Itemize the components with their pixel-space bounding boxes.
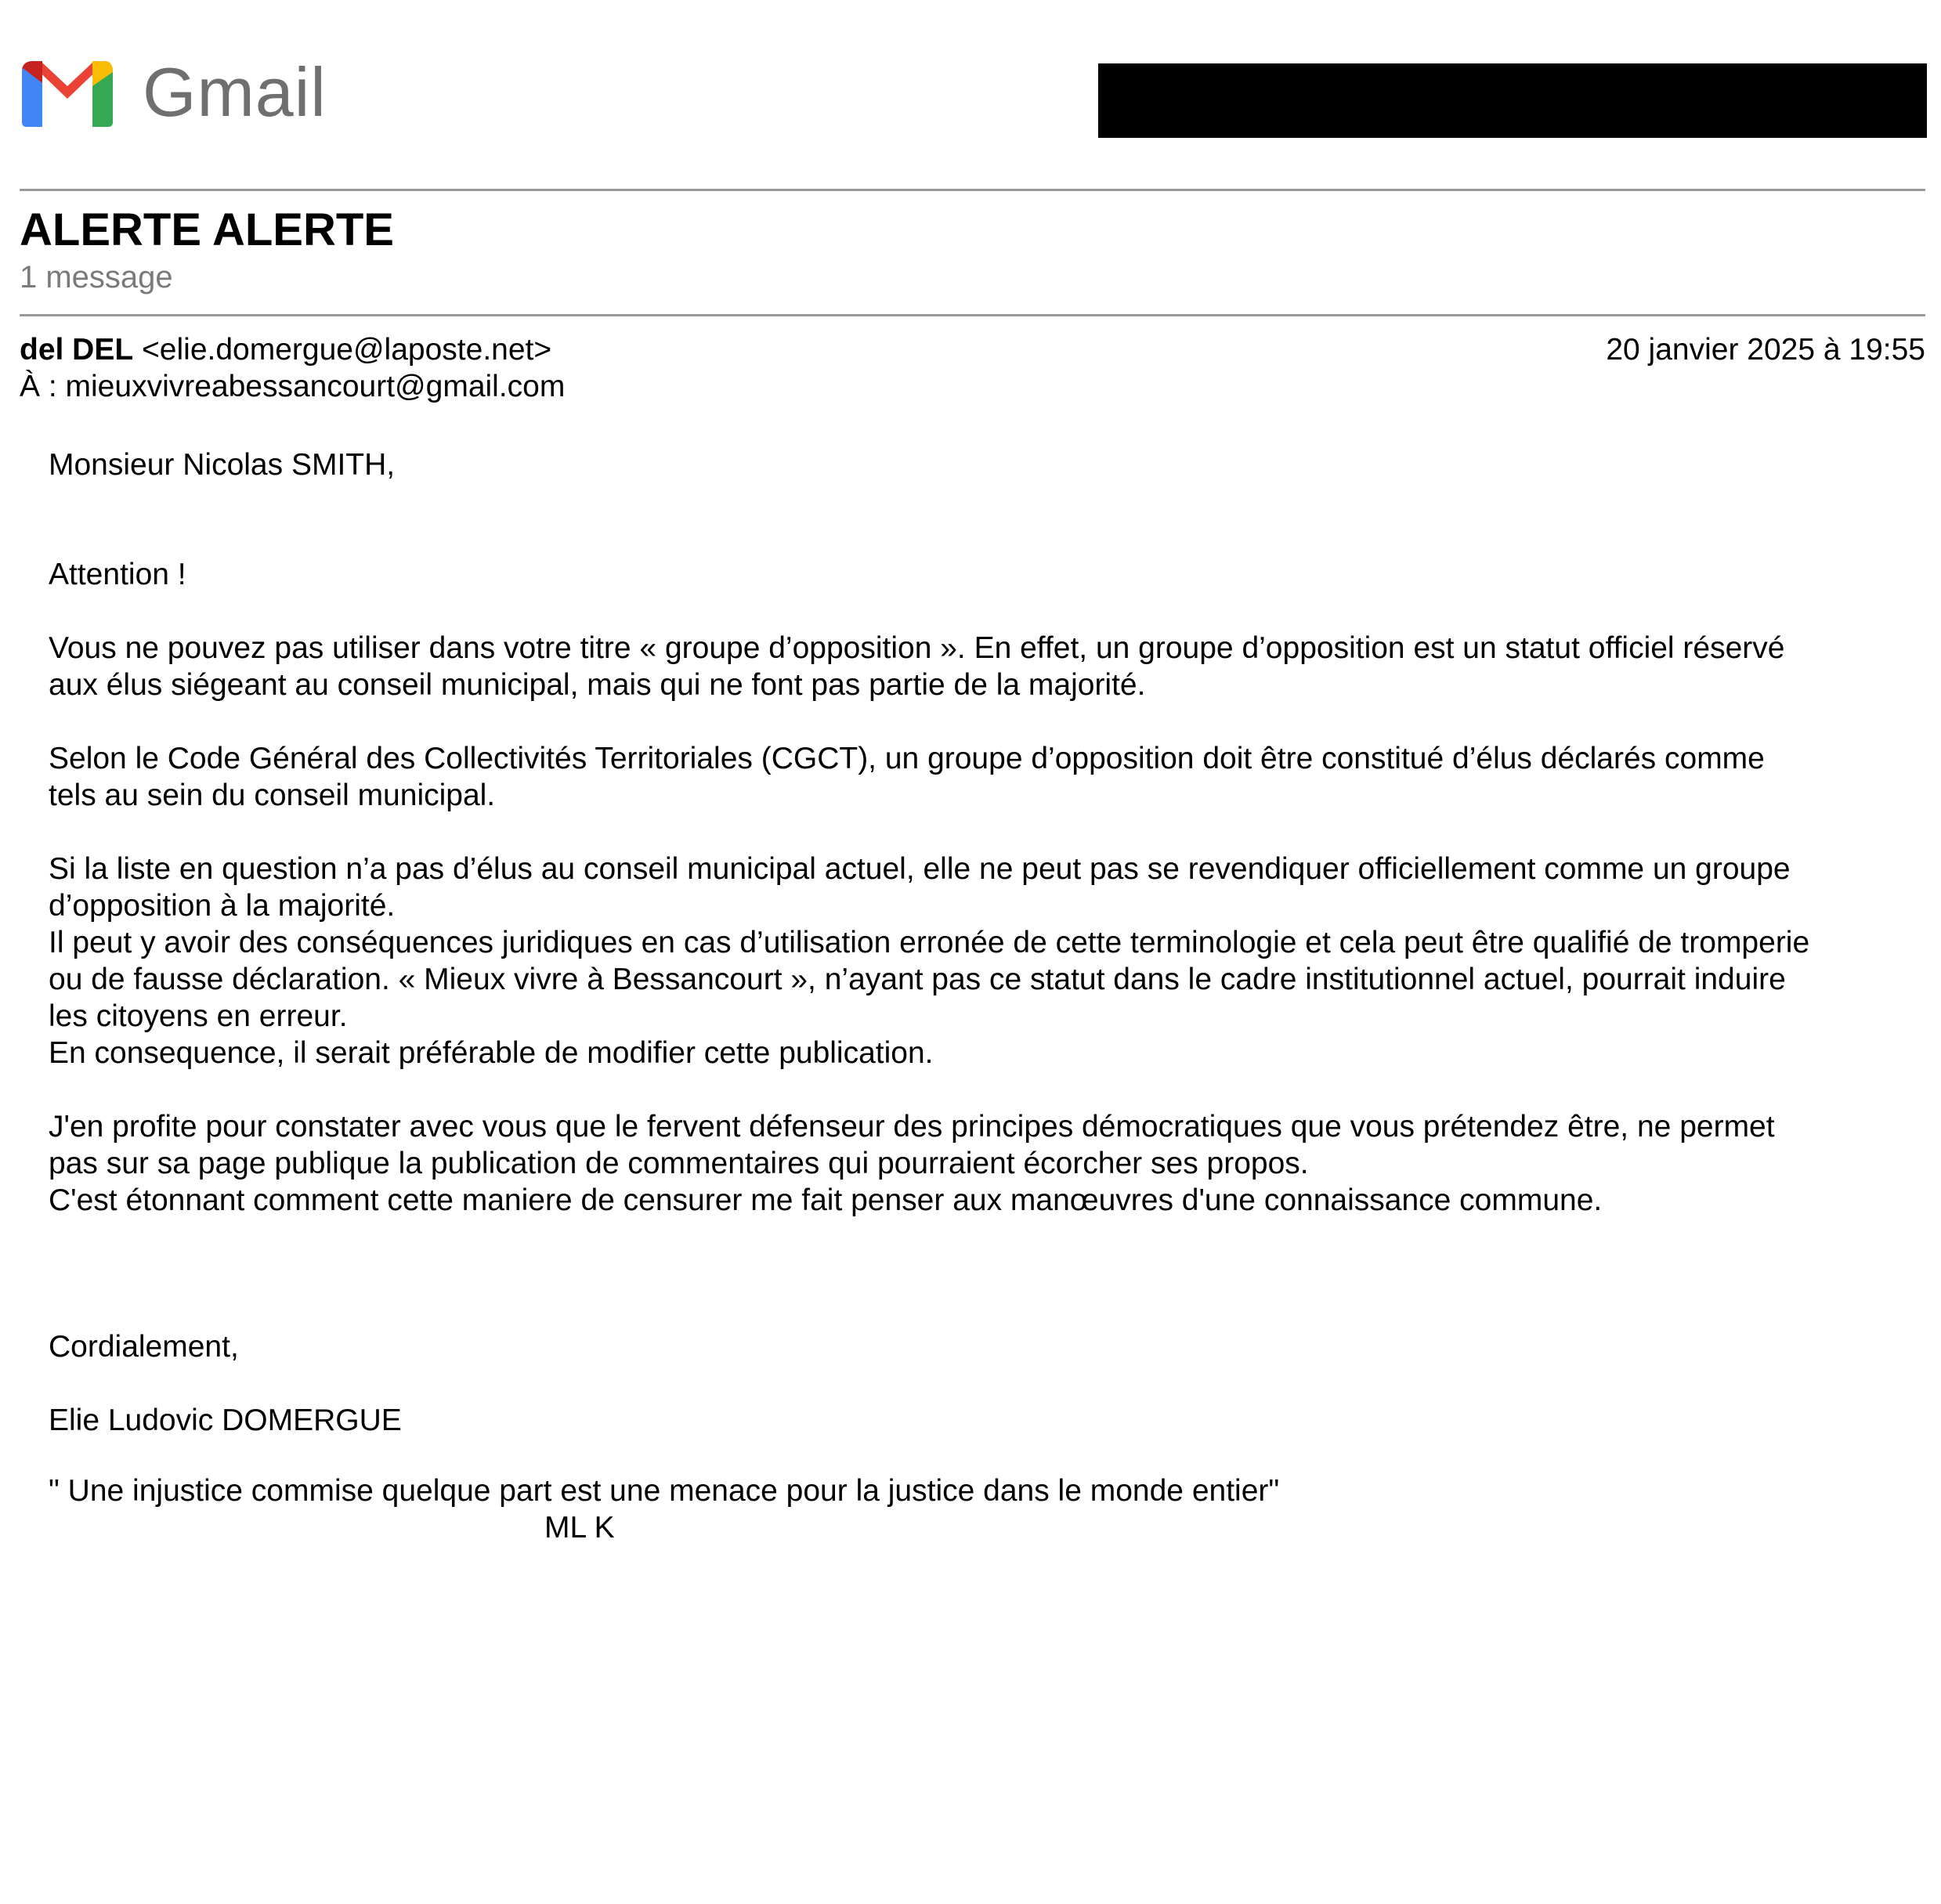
paragraph-line: les citoyens en erreur. xyxy=(49,999,348,1033)
gmail-wordmark: Gmail xyxy=(143,53,327,131)
paragraph-line: ou de fausse déclaration. « Mieux vivre à Bessancourt », n’ayant pas ce statut dans le cadre institutionnel actuel, pourrait induire xyxy=(49,963,1786,996)
paragraph-line: C'est étonnant comment cette maniere de censurer me fait penser aux manœuvres d'une connaissance commune. xyxy=(49,1183,1603,1217)
sender-line xyxy=(20,332,551,369)
sender-email: <elie.domergue@laposte.net> xyxy=(142,333,552,367)
paragraph-line: pas sur sa page publique la publication de commentaires qui pourraient écorcher ses propos. xyxy=(49,1147,1309,1180)
to-label: À : xyxy=(20,370,57,403)
email-subject: ALERTE ALERTE xyxy=(20,204,394,255)
paragraph-line: En consequence, il serait préférable de modifier cette publication. xyxy=(49,1036,934,1070)
sender-name: del DEL xyxy=(20,333,134,367)
redacted-account-block xyxy=(1098,63,1927,138)
signature-quote: " Une injustice commise quelque part est une menace pour la justice dans le monde entier" xyxy=(49,1474,1280,1508)
paragraph-line: aux élus siégeant au conseil municipal, mais qui ne font pas partie de la majorité. xyxy=(49,668,1146,702)
paragraph-line: Vous ne pouvez pas utiliser dans votre titre « groupe d’opposition ». En effet, un groupe d’opposition est un statut officiel réservé xyxy=(49,631,1785,665)
paragraph-2 xyxy=(49,740,1928,814)
paragraph-4 xyxy=(49,1108,1928,1219)
gmail-m-icon xyxy=(19,55,116,130)
message-count: 1 message xyxy=(20,260,173,294)
gmail-logo xyxy=(19,53,327,132)
closing: Cordialement, xyxy=(49,1330,239,1364)
paragraph-line: tels au sein du conseil municipal. xyxy=(49,779,496,812)
greeting: Monsieur Nicolas SMITH, xyxy=(49,448,396,482)
paragraph-line: J'en profite pour constater avec vous que le fervent défenseur des principes démocratiques que vous prétendez être, ne permet xyxy=(49,1110,1775,1143)
message-date: 20 janvier 2025 à 19:55 xyxy=(1606,333,1925,367)
subject-divider xyxy=(20,314,1925,316)
quote-author: ML K xyxy=(544,1511,615,1545)
paragraph-line: Si la liste en question n’a pas d’élus au conseil municipal actuel, elle ne peut pas se revendiquer officiellement comme un groupe xyxy=(49,852,1791,886)
paragraph-line: d’opposition à la majorité. xyxy=(49,889,396,923)
recipient-line xyxy=(20,369,565,406)
paragraph-line: Selon le Code Général des Collectivités Territoriales (CGCT), un groupe d’opposition doit être constitué d’élus déclarés comme xyxy=(49,742,1765,775)
header-divider xyxy=(20,189,1925,191)
paragraph-line: Il peut y avoir des conséquences juridiques en cas d’utilisation erronée de cette terminologie et cela peut être qualifié de tromperie xyxy=(49,926,1810,959)
signature-name: Elie Ludovic DOMERGUE xyxy=(49,1404,402,1437)
paragraph-1 xyxy=(49,630,1928,703)
paragraph-3 xyxy=(49,851,1928,1071)
attention-line: Attention ! xyxy=(49,558,186,591)
recipient-email: mieuxvivreabessancourt@gmail.com xyxy=(65,370,566,403)
